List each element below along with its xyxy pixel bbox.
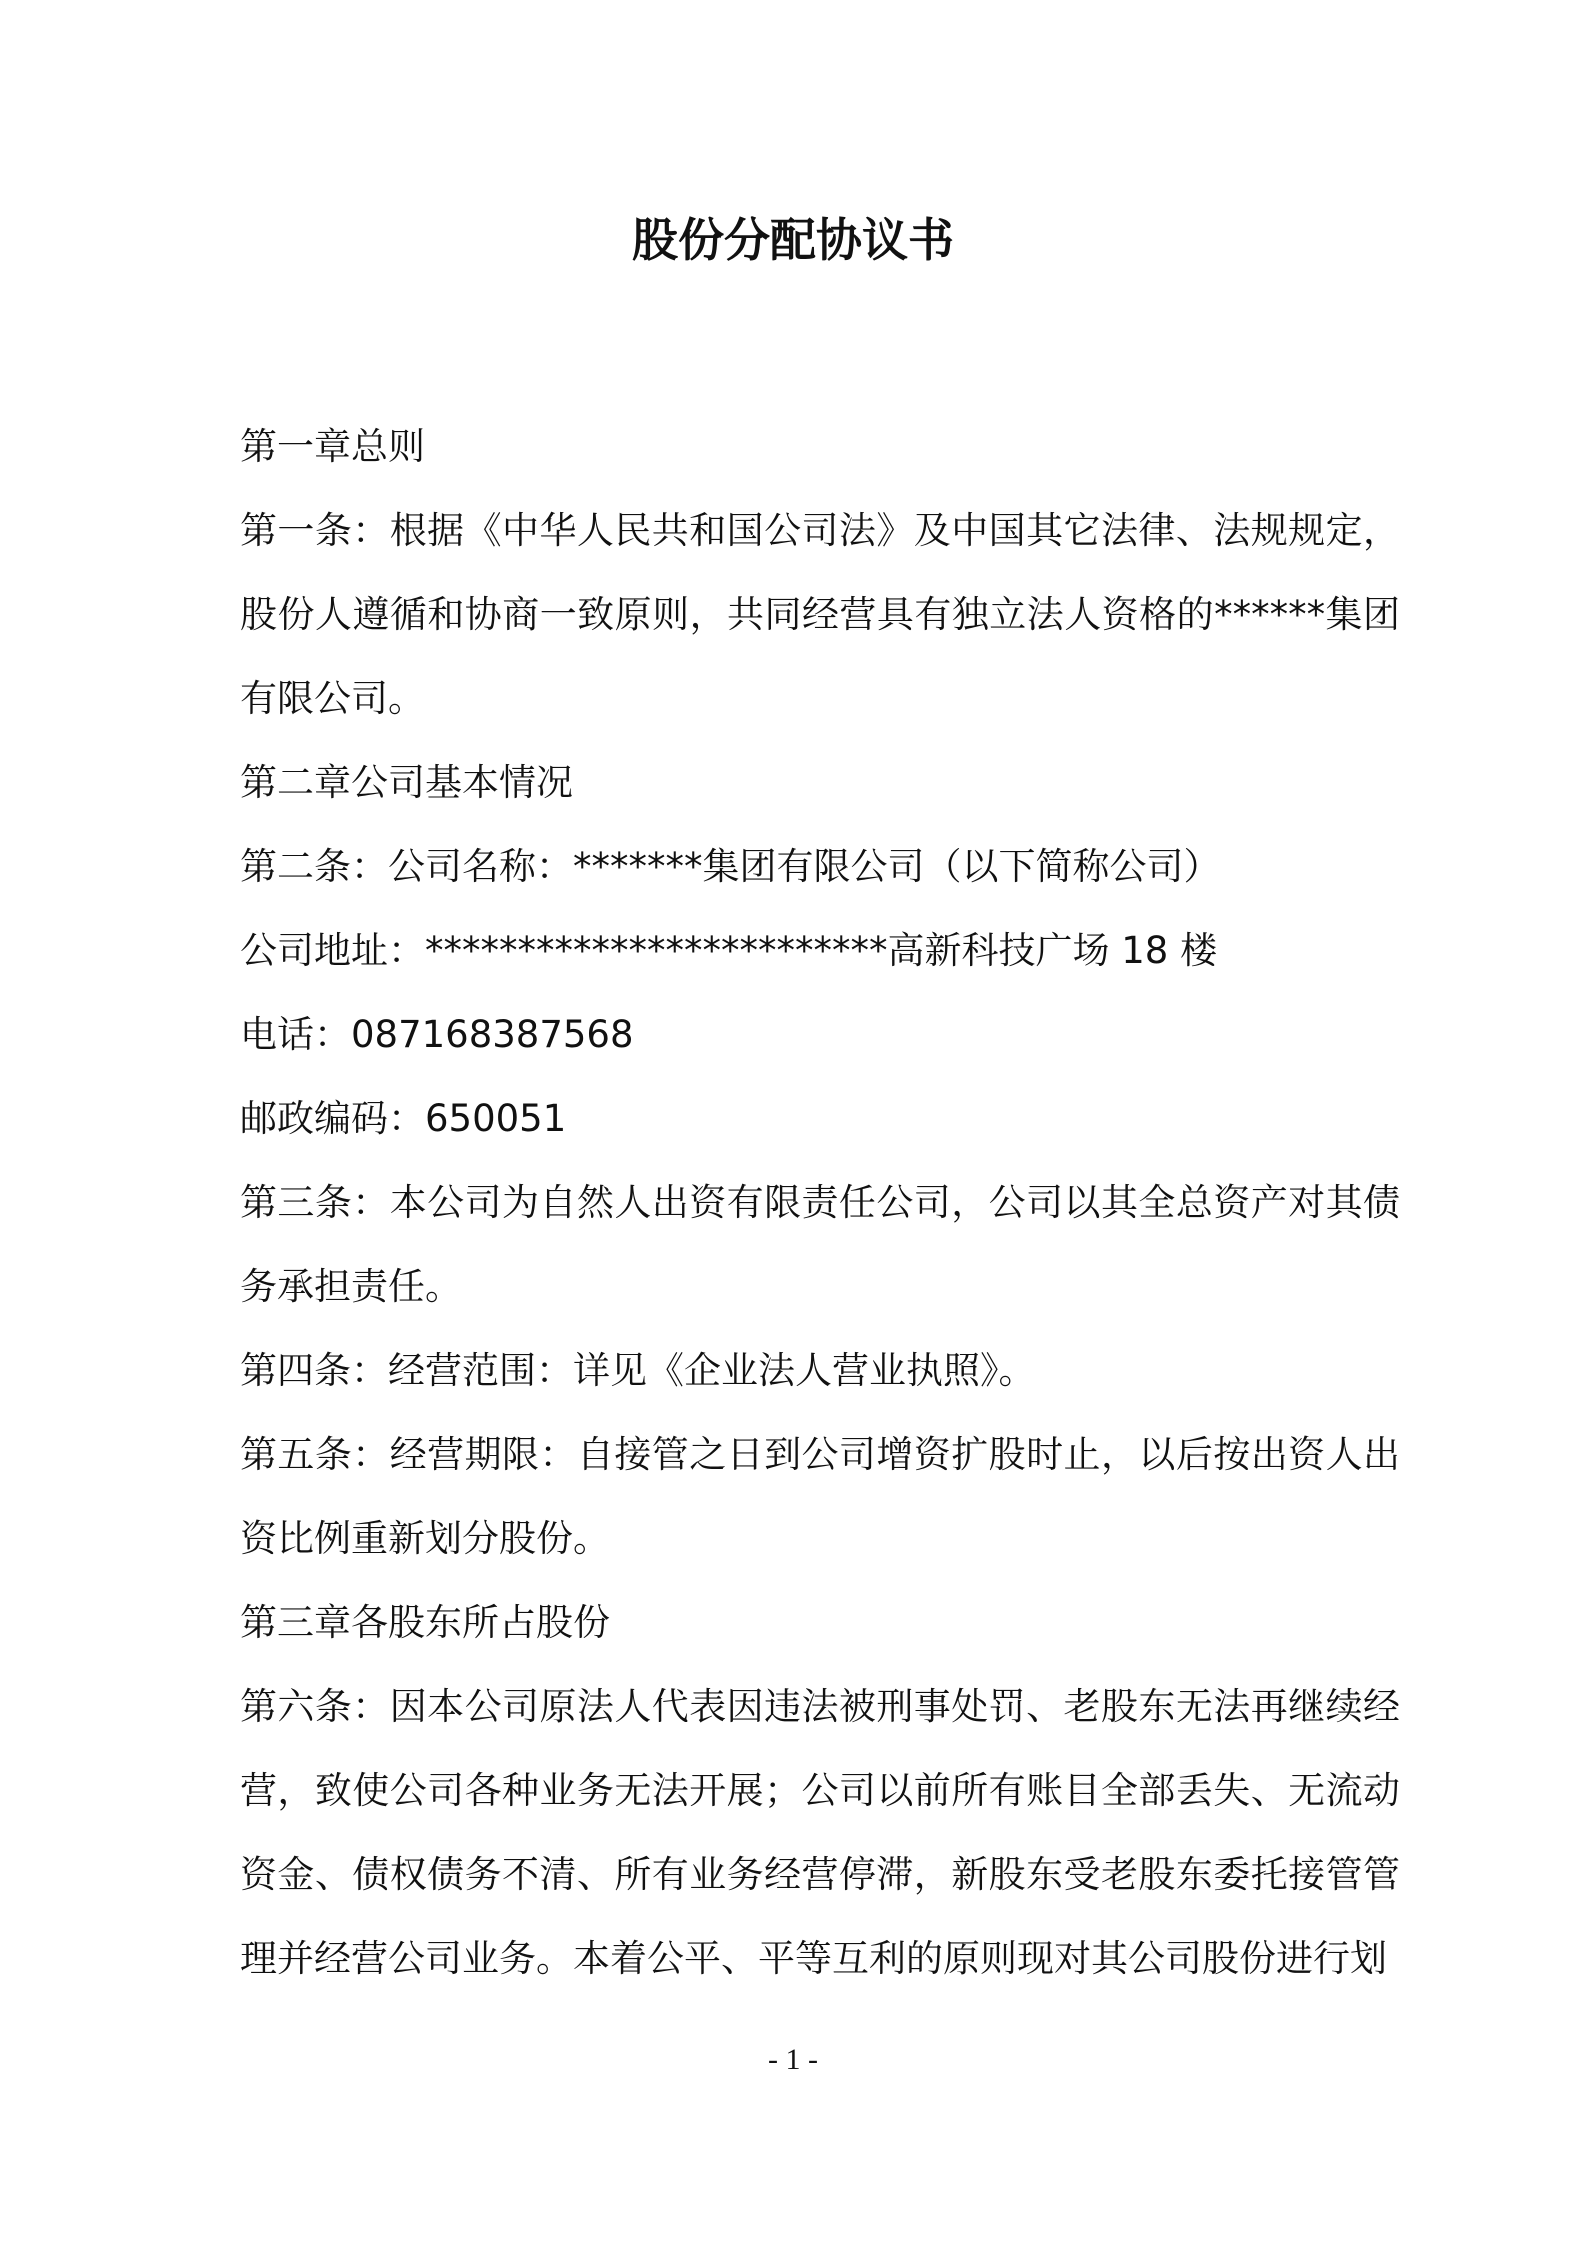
paragraph: 第四条：经营范围：详见《企业法人营业执照》。: [240, 1349, 1036, 1392]
chapter-heading: 第二章公司基本情况: [240, 761, 573, 804]
page-number: - 1 -: [768, 2043, 818, 2076]
chapter-heading: 第一章总则: [240, 425, 425, 468]
chapter-heading: 第三章各股东所占股份: [240, 1601, 610, 1644]
paragraph: 第三条：本公司为自然人出资有限责任公司，公司以其全总资产对其债务承担责任。: [240, 1181, 1400, 1308]
page-title: 股份分配协议书: [632, 213, 954, 267]
paragraph: 第六条：因本公司原法人代表因违法被刑事处罚、老股东无法再继续经营，致使公司各种业务无法开展；公司以前所有账目全部丢失、无流动资金、债权债务不清、所有业务经营停滞，新股东受老股东委托接管管理并经营公司业务。本着公平、平等互利的原则现对其公司股份进行划: [240, 1685, 1400, 1980]
document-body: [240, 405, 1400, 2001]
paragraph: 电话：087168387568: [240, 1013, 634, 1056]
paragraph: 第五条：经营期限：自接管之日到公司增资扩股时止，以后按出资人出资比例重新划分股份。: [240, 1433, 1400, 1560]
paragraph: 邮政编码：650051: [240, 1097, 567, 1140]
paragraph: 第一条：根据《中华人民共和国公司法》及中国其它法律、法规规定，股份人遵循和协商一致原则，共同经营具有独立法人资格的******集团有限公司。: [240, 509, 1400, 720]
paragraph: 第二条：公司名称：*******集团有限公司（以下简称公司）: [240, 845, 1221, 888]
paragraph: 公司地址：*************************高新科技广场 18 楼: [240, 929, 1218, 972]
